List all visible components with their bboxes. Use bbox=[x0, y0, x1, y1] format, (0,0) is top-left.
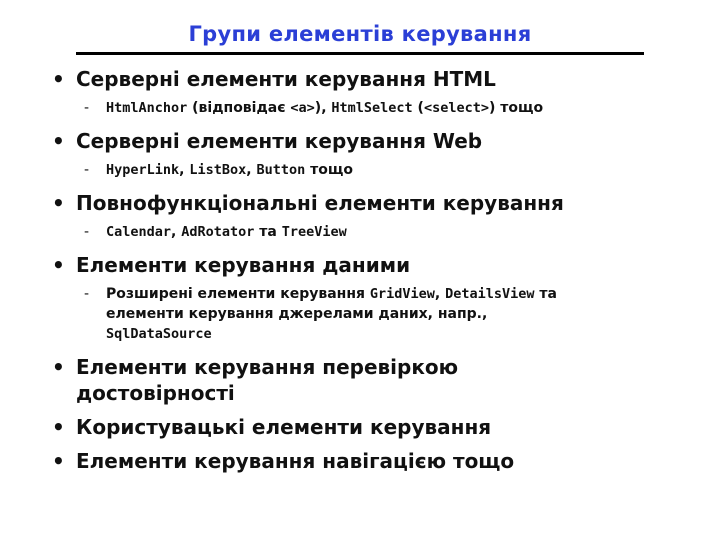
dash-icon: - bbox=[84, 162, 90, 178]
code-term: HtmlSelect bbox=[331, 100, 413, 116]
bullet-text-line-2: достовірності bbox=[76, 381, 235, 405]
sub-text: , bbox=[179, 162, 190, 178]
sub-text: та bbox=[254, 224, 282, 240]
sub-bullet-rich-controls bbox=[52, 222, 692, 242]
slide-content bbox=[52, 66, 692, 474]
bullet-text: Серверні елементи керування Web bbox=[76, 129, 483, 153]
bullet-navigation-controls bbox=[52, 448, 692, 474]
bullet-text: Елементи керування даними bbox=[76, 253, 411, 277]
code-term: Calendar bbox=[106, 224, 172, 240]
bullet-icon: • bbox=[52, 449, 65, 473]
sub-text: та bbox=[534, 286, 557, 302]
dash-icon: - bbox=[84, 224, 90, 240]
bullet-text: Користувацькі елементи керування bbox=[76, 415, 492, 439]
sub-text: ), bbox=[314, 100, 332, 116]
code-term: Button bbox=[256, 162, 306, 178]
code-term: DetailsView bbox=[445, 286, 535, 302]
code-term: AdRotator bbox=[181, 224, 255, 240]
bullet-text: Серверні елементи керування HTML bbox=[76, 67, 496, 91]
dash-icon: - bbox=[84, 286, 90, 302]
sub-text: Розширені елементи керування bbox=[106, 286, 370, 302]
code-term: <a> bbox=[290, 100, 315, 116]
slide-title: Групи елементів керування bbox=[188, 22, 532, 46]
code-term: ListBox bbox=[189, 162, 247, 178]
sub-text: ( bbox=[412, 100, 424, 116]
bullet-rich-controls bbox=[52, 190, 692, 216]
dash-icon: - bbox=[84, 100, 90, 116]
sub-text: , bbox=[434, 286, 446, 302]
sub-bullet-web-controls bbox=[52, 160, 692, 180]
code-term: SqlDataSource bbox=[106, 326, 212, 342]
code-term: GridView bbox=[369, 286, 435, 302]
sub-text-line-2: елементи керування джерелами даних, напр., bbox=[106, 306, 488, 322]
bullet-icon: • bbox=[52, 191, 65, 215]
sub-text: , bbox=[171, 224, 182, 240]
title-underline bbox=[76, 52, 644, 55]
bullet-html-controls bbox=[52, 66, 692, 92]
sub-bullet-html-controls bbox=[52, 98, 692, 118]
bullet-text: Елементи керування навігацією тощо bbox=[76, 449, 515, 473]
bullet-text-line-1: Елементи керування перевіркою bbox=[76, 355, 459, 379]
code-term: HtmlAnchor bbox=[106, 100, 188, 116]
sub-text: тощо bbox=[305, 162, 353, 178]
code-term: <select> bbox=[423, 100, 489, 116]
bullet-web-controls bbox=[52, 128, 692, 154]
bullet-text: Повнофункціональні елементи керування bbox=[76, 191, 564, 215]
code-term: TreeView bbox=[281, 224, 347, 240]
sub-bullet-data-controls bbox=[52, 284, 692, 344]
code-term: HyperLink bbox=[106, 162, 180, 178]
sub-text: ) тощо bbox=[488, 100, 544, 116]
sub-text: , bbox=[246, 162, 257, 178]
bullet-icon: • bbox=[52, 415, 65, 439]
bullet-user-controls bbox=[52, 414, 692, 440]
bullet-data-controls bbox=[52, 252, 692, 278]
bullet-icon: • bbox=[52, 355, 65, 379]
bullet-icon: • bbox=[52, 129, 65, 153]
sub-text: (відповідає bbox=[187, 100, 291, 116]
bullet-validation-controls bbox=[52, 354, 692, 406]
bullet-icon: • bbox=[52, 67, 65, 91]
bullet-icon: • bbox=[52, 253, 65, 277]
